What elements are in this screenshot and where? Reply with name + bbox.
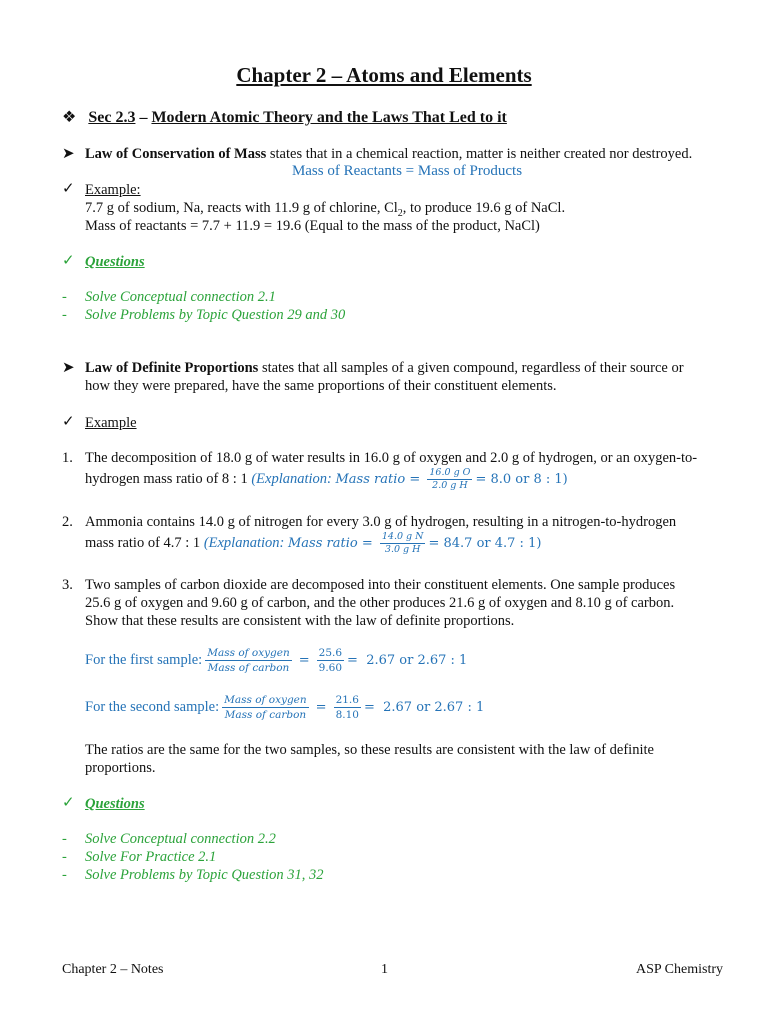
dash-icon: - <box>62 849 67 865</box>
item2-explanation: (Explanation: <box>203 535 288 551</box>
fraction-denominator: Mass of carbon <box>224 709 307 722</box>
arrow-bullet-icon: ➤ <box>62 360 75 376</box>
sample1-result: = 2.67 or 2.67 : 1 <box>347 653 468 668</box>
law1-questions-label: Questions <box>85 254 145 270</box>
law2-questions-label: Questions <box>85 796 145 812</box>
sample2-fraction2 <box>334 693 361 722</box>
item1-explanation: (Explanation: <box>251 471 336 487</box>
law2-term: Law of Definite Proportions <box>85 360 259 376</box>
fraction-numerator: Mass of oxygen <box>207 647 290 660</box>
dash-icon: - <box>62 831 67 847</box>
footer-left: Chapter 2 – Notes <box>62 962 164 977</box>
sample1-fraction2 <box>317 646 344 675</box>
sample2-equals: = <box>315 700 327 715</box>
law1-example-line2: Mass of reactants = 7.7 + 11.9 = 19.6 (Equal to the mass of the product, NaCl) <box>85 218 540 234</box>
check-icon: ✓ <box>62 795 75 811</box>
fraction-numerator: 14.0 g N <box>381 531 424 543</box>
item3-line1: Two samples of carbon dioxide are decomposed into their constituent elements. One sample produces <box>85 577 676 593</box>
question-text: Solve Conceptual connection 2.1 <box>85 289 276 305</box>
law1-term: Law of Conservation of Mass <box>85 146 267 162</box>
sample1-fraction1 <box>205 646 292 675</box>
chlorine-subscript: 2 <box>397 207 403 219</box>
item2-line2 <box>85 531 541 556</box>
list-item <box>62 830 276 848</box>
section-dash: – <box>135 109 152 126</box>
item2-line1: Ammonia contains 14.0 g of nitrogen for every 3.0 g of hydrogen, resulting in a nitrogen-to-hydrogen <box>85 514 677 530</box>
item1-equals: = <box>405 472 425 487</box>
list-item <box>62 848 217 866</box>
question-text: Solve Problems by Topic Question 31, 32 <box>85 867 324 883</box>
fraction-numerator: Mass of oxygen <box>224 694 307 707</box>
fraction-denominator: Mass of carbon <box>207 662 290 675</box>
item1-fraction <box>427 467 472 492</box>
item1-mass-ratio: Mass ratio <box>335 472 406 487</box>
sample1-label: For the first sample: <box>85 652 203 668</box>
section-title: Modern Atomic Theory and the Laws That Led to it <box>151 109 507 126</box>
fraction-numerator: 25.6 <box>318 647 343 660</box>
item2-fraction <box>380 531 426 556</box>
law2-text: states that all samples of a given compound, regardless of their source or <box>258 360 684 376</box>
question-text: Solve For Practice 2.1 <box>85 849 217 865</box>
item2-mass-ratio: Mass ratio <box>287 536 358 551</box>
dash-icon: - <box>62 867 67 883</box>
item2-equals: = <box>357 536 377 551</box>
page-number: 1 <box>381 962 388 977</box>
dash-icon: - <box>62 289 67 305</box>
page-title: Chapter 2 – Atoms and Elements <box>236 63 532 87</box>
law1-statement <box>85 145 692 163</box>
list-item <box>62 288 276 306</box>
conclusion-line1: The ratios are the same for the two samples, so these results are consistent with the law of definite <box>85 742 654 758</box>
fraction-denominator: 2.0 g H <box>432 480 468 492</box>
question-text: Solve Problems by Topic Question 29 and 30 <box>85 307 346 323</box>
dash-icon: - <box>62 307 67 323</box>
law1-formula: Mass of Reactants = Mass of Products <box>291 163 523 179</box>
law1-text: states that in a chemical reaction, matter is neither created nor destroyed. <box>266 146 693 162</box>
fraction-numerator: 21.6 <box>335 694 359 707</box>
sample2-fraction1 <box>222 693 309 722</box>
law1-example-text: 7.7 g of sodium, Na, reacts with 11.9 g of chlorine, Cl <box>85 200 398 216</box>
law1-example-label: Example: <box>85 182 141 198</box>
fraction-denominator: 3.0 g H <box>384 544 421 556</box>
law2-example-label: Example <box>85 415 137 431</box>
list-item-number: 2. <box>62 514 73 530</box>
item2-result: = 84.7 or 4.7 : 1) <box>428 536 542 551</box>
arrow-bullet-icon: ➤ <box>62 146 75 162</box>
sample1-equation <box>85 646 467 675</box>
footer-right: ASP Chemistry <box>636 962 723 977</box>
list-item-number: 1. <box>62 450 73 466</box>
list-item-number: 3. <box>62 577 73 593</box>
check-icon: ✓ <box>62 181 75 197</box>
conclusion-line2: proportions. <box>85 760 156 776</box>
item2-text: mass ratio of 4.7 : 1 <box>85 535 204 551</box>
item1-text: hydrogen mass ratio of 8 : 1 <box>85 471 252 487</box>
fraction-numerator: 16.0 g O <box>429 467 471 479</box>
item1-result: = 8.0 or 8 : 1) <box>475 472 568 487</box>
fraction-denominator: 9.60 <box>318 662 343 675</box>
item3-line3: Show that these results are consistent with the law of definite proportions. <box>85 613 515 629</box>
check-icon: ✓ <box>62 414 75 430</box>
sample2-result: = 2.67 or 2.67 : 1 <box>363 700 485 715</box>
fraction-denominator: 8.10 <box>335 709 359 722</box>
section-heading <box>62 108 507 128</box>
item3-line2: 25.6 g of oxygen and 9.60 g of carbon, and the other produces 21.6 g of oxygen and 8.10 g of carbon. <box>85 595 675 611</box>
section-number: Sec 2.3 <box>88 109 136 126</box>
question-text: Solve Conceptual connection 2.2 <box>85 831 276 847</box>
check-icon: ✓ <box>62 253 75 269</box>
law2-statement <box>85 359 684 377</box>
law1-example-text-end: , to produce 19.6 g of NaCl. <box>402 200 566 216</box>
item1-line1: The decomposition of 18.0 g of water results in 16.0 g of oxygen and 2.0 g of hydrogen, or an oxygen-to- <box>85 450 698 466</box>
item1-line2 <box>85 467 568 492</box>
law2-statement-line2: how they were prepared, have the same proportions of their constituent elements. <box>85 378 557 394</box>
diamond-bullet-icon: ❖ <box>62 109 77 126</box>
list-item <box>62 866 324 884</box>
sample2-equation <box>85 693 484 722</box>
list-item <box>62 306 346 324</box>
sample1-equals: = <box>298 653 310 668</box>
sample2-label: For the second sample: <box>85 699 220 715</box>
